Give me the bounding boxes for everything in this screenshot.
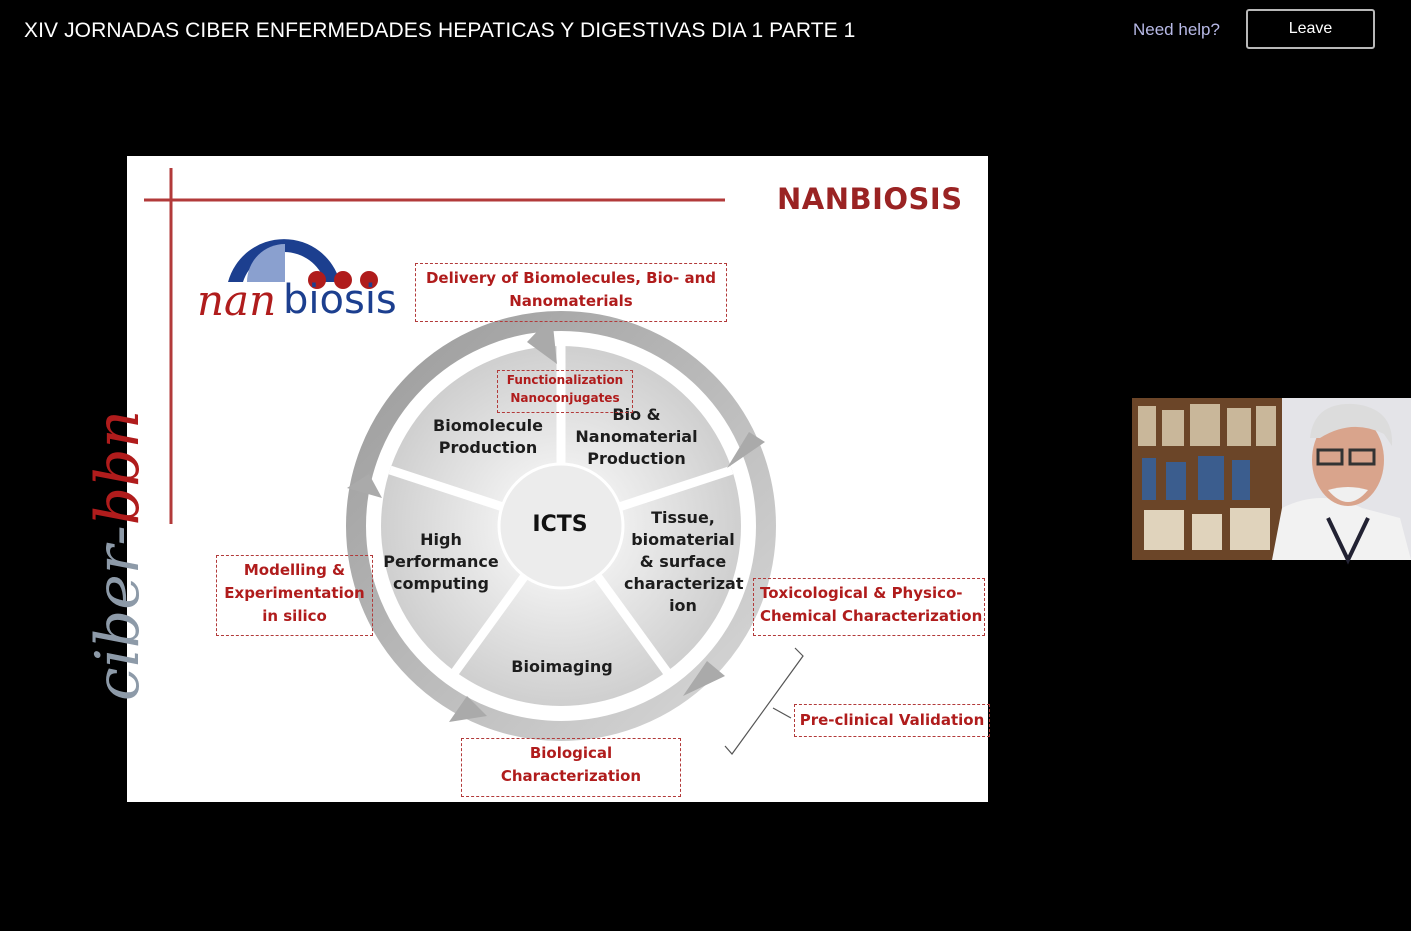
meeting-title: XIV JORNADAS CIBER ENFERMEDADES HEPATICAS Y DIGESTIVAS DIA 1 PARTE 1 [24, 19, 856, 42]
ciber-logo-prefix: ciber- [83, 525, 153, 701]
ciber-logo-suffix: bbn [83, 409, 153, 526]
segment-hpc: High Performance computing [383, 530, 499, 593]
segment-biomolecule: Biomolecule Production [433, 416, 543, 457]
segment-bioimaging: Bioimaging [511, 657, 613, 676]
participant-video-feed [1132, 398, 1411, 560]
meeting-top-bar [0, 0, 1411, 62]
segment-tissue: Tissue, biomaterial & surface characterizat ion [624, 508, 744, 615]
box-biological: Biological Characterization [461, 738, 681, 797]
icts-label: ICTS [532, 512, 588, 537]
leave-button[interactable]: Leave [1246, 9, 1375, 49]
functionalization-line-1: Functionalization [506, 373, 624, 387]
logo-text-biosis: biosis [283, 277, 397, 323]
logo-text-nan: nan [197, 276, 277, 325]
box-functionalization [497, 370, 633, 413]
participant-video[interactable] [1132, 398, 1411, 560]
box-delivery: Delivery of Biomolecules, Bio- and Nanomaterials [415, 263, 727, 322]
box-modelling: Modelling & Experimentation in silico [216, 555, 373, 636]
bracket-shape [725, 648, 803, 754]
box-preclinical: Pre-clinical Validation [794, 704, 990, 737]
functionalization-line-2: Nanoconjugates [510, 391, 620, 405]
shared-slide [83, 156, 988, 802]
box-toxicological: Toxicological & Physico-Chemical Characterization [753, 578, 985, 636]
segment-nanomaterial: Bio & Nanomaterial Production [575, 405, 698, 468]
need-help-link[interactable]: Need help? [1133, 20, 1220, 39]
ciber-bbn-logo [83, 410, 153, 701]
slide-title: NANBIOSIS [777, 182, 963, 216]
